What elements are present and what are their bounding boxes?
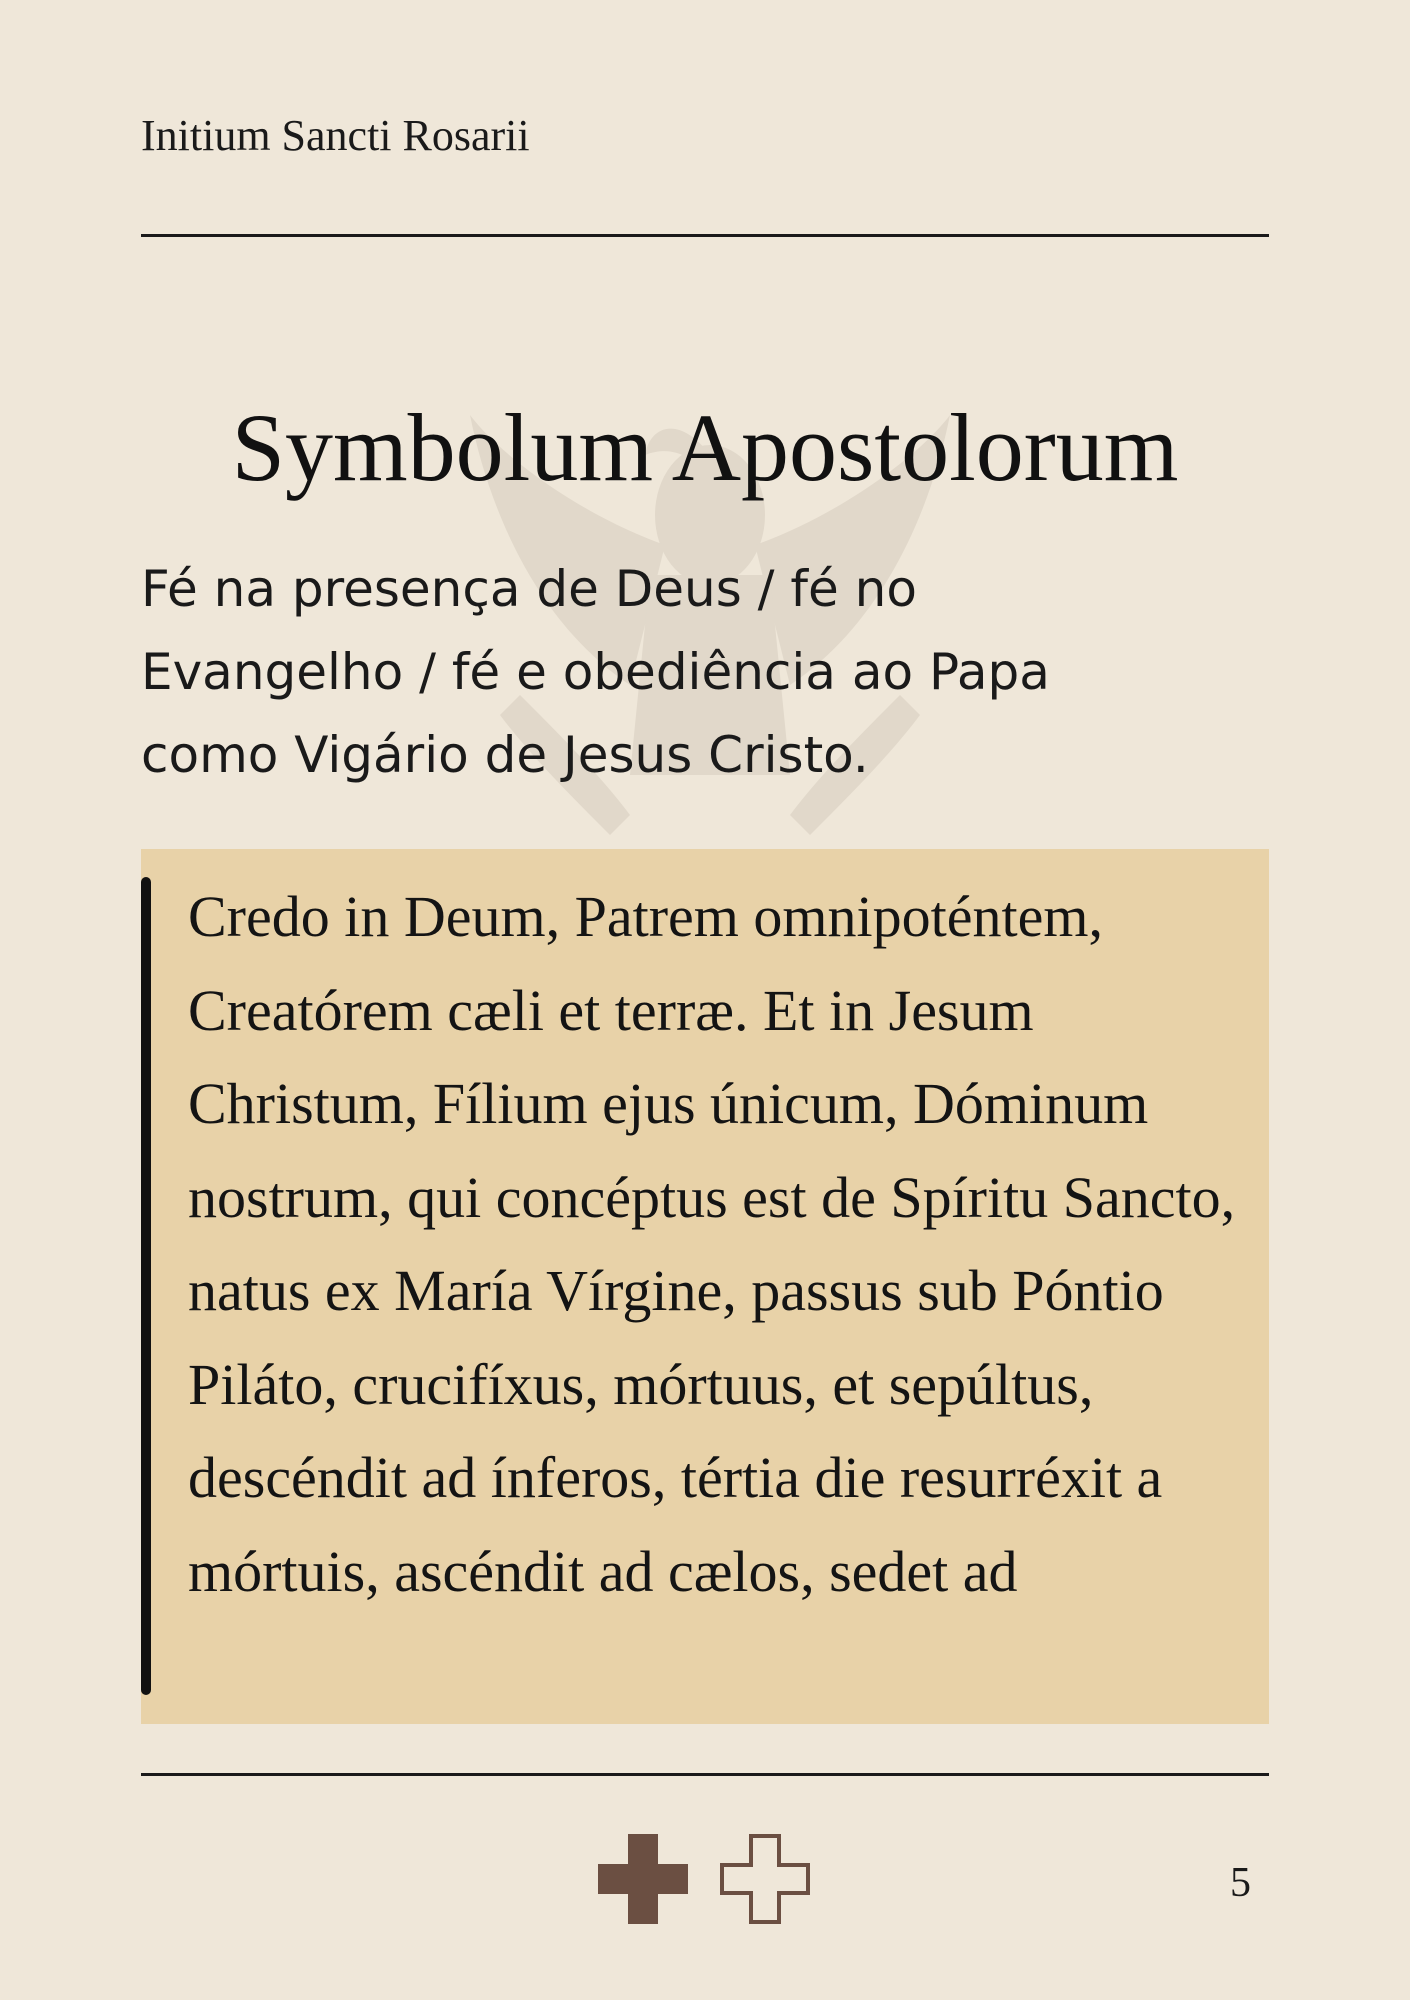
prayer-text: Credo in Deum, Patrem omnipoténtem, Creatórem cæli et terræ. Et in Jesum Christum, Fílium ejus únicum, Dóminum nostrum, qui concéptus est de Spíritu Sancto, natus ex María Vírgine, passus sub Póntio Piláto, crucifíxus, mórtuus, et sepúltus, descéndit ad ínferos, tértia die resurréxit a mórtuis, ascéndit ad cælos, sedet ad: [188, 884, 1236, 1604]
page-heading: Symbolum Apostolorum: [231, 394, 1179, 501]
quote-bar: [141, 877, 151, 1695]
document-title: Initium Sancti Rosarii: [141, 111, 530, 160]
cross-outline-icon: [720, 1834, 810, 1924]
footer-divider: [141, 1773, 1269, 1776]
subtitle-text: Fé na presença de Deus / fé no Evangelho / fé e obediência ao Papa como Vigário de Jesus Cristo.: [141, 560, 1050, 784]
cross-filled-icon: [598, 1834, 688, 1924]
header-divider: [141, 234, 1269, 237]
page-number: 5: [1230, 1860, 1251, 1906]
